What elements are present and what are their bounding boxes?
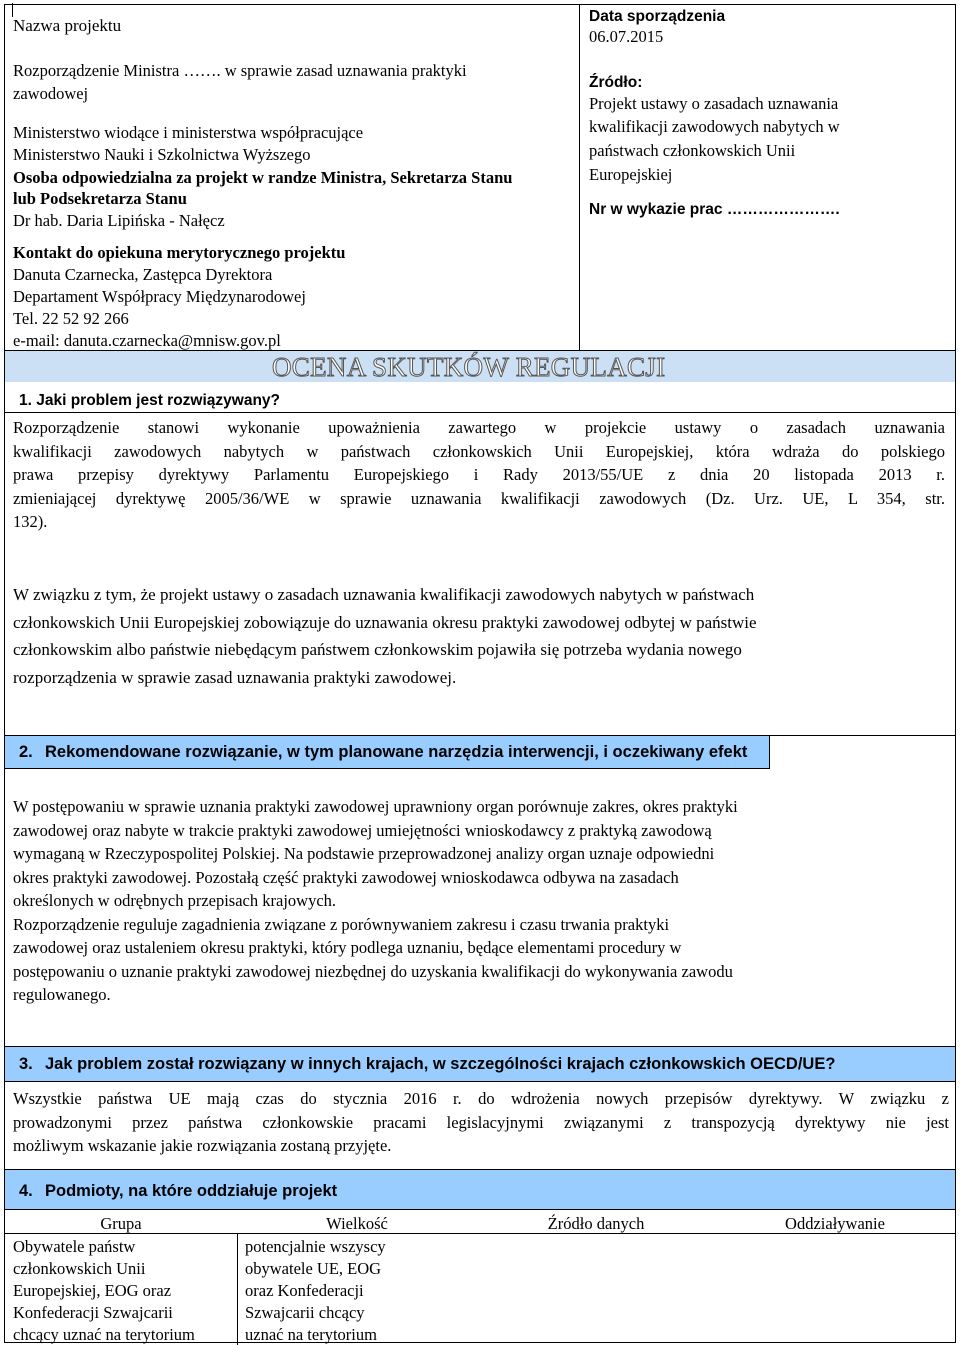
contact-email[interactable]: e-mail: danuta.czarnecka@mnisw.gov.pl	[13, 331, 281, 350]
section1-para1-line: kwalifikacji zawodowych nabytych w państwach członkowskich Unii Europejskiej, która wdraża do polskiego	[13, 441, 945, 461]
section3-line: Wszystkie państwa UE mają czas do stycznia 2016 r. do wdrożenia nowych przepisów dyrektywy. W związku z	[13, 1089, 949, 1108]
section2-line: określonych w odrębnych przepisach krajowych.	[13, 891, 337, 910]
source-line2: kwalifikacji zawodowych nabytych w	[589, 117, 840, 136]
column-header-source: Źródło danych	[547, 1214, 645, 1233]
table-cell-line: Szwajcarii chcący	[245, 1303, 365, 1322]
table-col-divider	[237, 1233, 238, 1345]
section2-title: Rekomendowane rozwiązanie, w tym planowane narzędzia interwencji, i oczekiwany efekt	[45, 743, 748, 761]
contact-phone: Tel. 22 52 92 266	[13, 309, 129, 328]
section1-para1-line: prawa przepisy dyrektywy Parlamentu Europejskiego i Rady 2013/55/UE z dnia 20 listopada 2013 r.	[13, 465, 945, 484]
source-line1: Projekt ustawy o zasadach uznawania	[589, 94, 839, 113]
banner-row	[5, 350, 955, 383]
section3-header	[5, 1047, 955, 1082]
section1-divider	[5, 412, 955, 413]
header-divider	[579, 5, 580, 350]
section3-title: Jak problem został rozwiązany w innych krajach, w szczególności krajach członkowskich OECD/UE?	[45, 1055, 836, 1073]
source-label: Źródło:	[589, 74, 643, 91]
corner-mark	[12, 3, 14, 17]
table-cell-line: członkowskich Unii	[13, 1259, 146, 1278]
responsible-value: Dr hab. Daria Lipińska - Nałęcz	[13, 211, 225, 230]
banner-title: OCENA SKUTKÓW REGULACJI	[272, 352, 666, 382]
section2-line: zawodowej oraz ustaleniem okresu praktyki, który podlega uznaniu, będące elementami procedury w	[13, 938, 682, 957]
table-cell-line: obywatele UE, EOG	[245, 1259, 382, 1278]
section4-title: Podmioty, na które oddziałuje projekt	[45, 1182, 338, 1200]
section2-line: wymaganą w Rzeczypospolitej Polskiej. Na podstawie przeprowadzonej analizy organ uznaje odpowiedni	[13, 844, 715, 863]
section3-body	[13, 1087, 949, 1158]
section1-para2-line: członkowskim albo państwie niebędącym państwem członkowskim pojawiła się potrzeba wydania nowego	[13, 640, 742, 659]
section2-line: postępowaniu o uznanie praktyki zawodowej niezbędnej do uzyskania kwalifikacji do wykonywania zawodu	[13, 961, 733, 981]
table-cell-size	[245, 1236, 475, 1346]
worklist-label: Nr w wykazie prac ………………….	[589, 201, 840, 218]
date-label: Data sporządzenia	[589, 8, 726, 25]
table-cell-line: Europejskiej, EOG oraz	[13, 1281, 172, 1300]
table-cell-line: Obywatele państw	[13, 1237, 136, 1256]
contact-department: Departament Współpracy Międzynarodowej	[13, 287, 306, 306]
responsible-label-line1: Osoba odpowiedzialna za projekt w randze Ministra, Sekretarza Stanu	[13, 168, 513, 187]
source-line3: państwach członkowskich Unii	[589, 141, 796, 160]
section1-para1-line: zmieniającej dyrektywę 2005/36/WE w sprawie uznawania kwalifikacji zawodowych (Dz. Urz. UE, L 354, str.	[13, 488, 945, 508]
contact-name: Danuta Czarnecka, Zastępca Dyrektora	[13, 265, 273, 284]
section1-para2-line-text: W związku z tym, że projekt ustawy o zasadach uznawania kwalifikacji zawodowych nabytych w państwach	[13, 585, 755, 604]
ministry-label: Ministerstwo wiodące i ministerstwa współpracujące	[13, 123, 364, 142]
section1-para1	[13, 416, 945, 534]
section2-line: W postępowaniu w sprawie uznania praktyki zawodowej uprawniony organ porównuje zakres, okres praktyki	[13, 797, 738, 816]
column-header-group: Grupa	[100, 1214, 142, 1233]
section1-para2-line: rozporządzenia w sprawie zasad uznawania praktyki zawodowej.	[13, 667, 457, 687]
table-cell-line: oraz Konfederacji	[245, 1281, 364, 1300]
table-cell-line: uznać na terytorium	[245, 1325, 377, 1344]
impact-table	[5, 1210, 955, 1344]
date-value: 06.07.2015	[589, 27, 664, 46]
table-cell-group	[13, 1236, 235, 1346]
table-cell-line: Konfederacji Szwajcarii	[13, 1303, 173, 1322]
section4-header	[5, 1170, 955, 1210]
section3-number: 3.	[19, 1055, 33, 1073]
section3-line: prowadzonymi przez państwa członkowskie pracami legislacyjnymi związanymi z transpozycją dyrektywy nie jest	[13, 1112, 949, 1132]
table-cell-line: potencjalnie wszyscy	[245, 1237, 386, 1256]
section1-title: 1. Jaki problem jest rozwiązywany?	[19, 392, 281, 409]
responsible-label-line2: lub Podsekretarza Stanu	[13, 189, 187, 208]
section2-header	[5, 736, 770, 769]
section3-line: możliwym wskazanie jakie rozwiązania zostaną przyjęte.	[13, 1136, 392, 1155]
project-name-line2: zawodowej	[13, 84, 89, 103]
section1-para2	[13, 581, 923, 691]
column-header-size: Wielkość	[326, 1214, 388, 1233]
section2-line: regulowanego.	[13, 985, 111, 1004]
table-cell-line: chcący uznać na terytorium	[13, 1325, 195, 1344]
section2-number: 2.	[19, 743, 33, 761]
section2-line: Rozporządzenie reguluje zagadnienia związane z porównywaniem zakresu i czasu trwania praktyki	[13, 914, 670, 934]
column-header-impact: Oddziaływanie	[785, 1214, 885, 1233]
ministry-value: Ministerstwo Nauki i Szkolnictwa Wyższego	[13, 145, 311, 164]
section1-para2-line: członkowskich Unii Europejskiej zobowiązuje do uznawania okresu praktyki zawodowej odbytej w państwie	[13, 612, 757, 632]
regulation-assessment-form	[4, 4, 956, 1343]
section1-para1-line: Rozporządzenie stanowi wykonanie upoważnienia zawartego w projekcie ustawy o zasadach uznawania	[13, 418, 945, 437]
section1-para1-line: 132).	[13, 512, 48, 531]
section2-line: zawodowej oraz nabyte w trakcie praktyki zawodowej umiejętności wnioskodawcy z praktyką zawodową	[13, 820, 712, 840]
section1-para2-line	[13, 581, 923, 609]
project-name-label: Nazwa projektu	[13, 16, 122, 35]
section4-number: 4.	[19, 1182, 33, 1200]
table-header-divider	[5, 1233, 955, 1234]
project-name-line1: Rozporządzenie Ministra ……. w sprawie zasad uznawania praktyki	[13, 61, 467, 80]
source-line4: Europejskiej	[589, 165, 673, 184]
section2-body	[13, 795, 943, 1007]
contact-label: Kontakt do opiekuna merytorycznego projektu	[13, 243, 346, 262]
section2-line: okres praktyki zawodowej. Pozostałą część praktyki zawodowej wnioskodawca odbywa na zasadach	[13, 867, 679, 887]
